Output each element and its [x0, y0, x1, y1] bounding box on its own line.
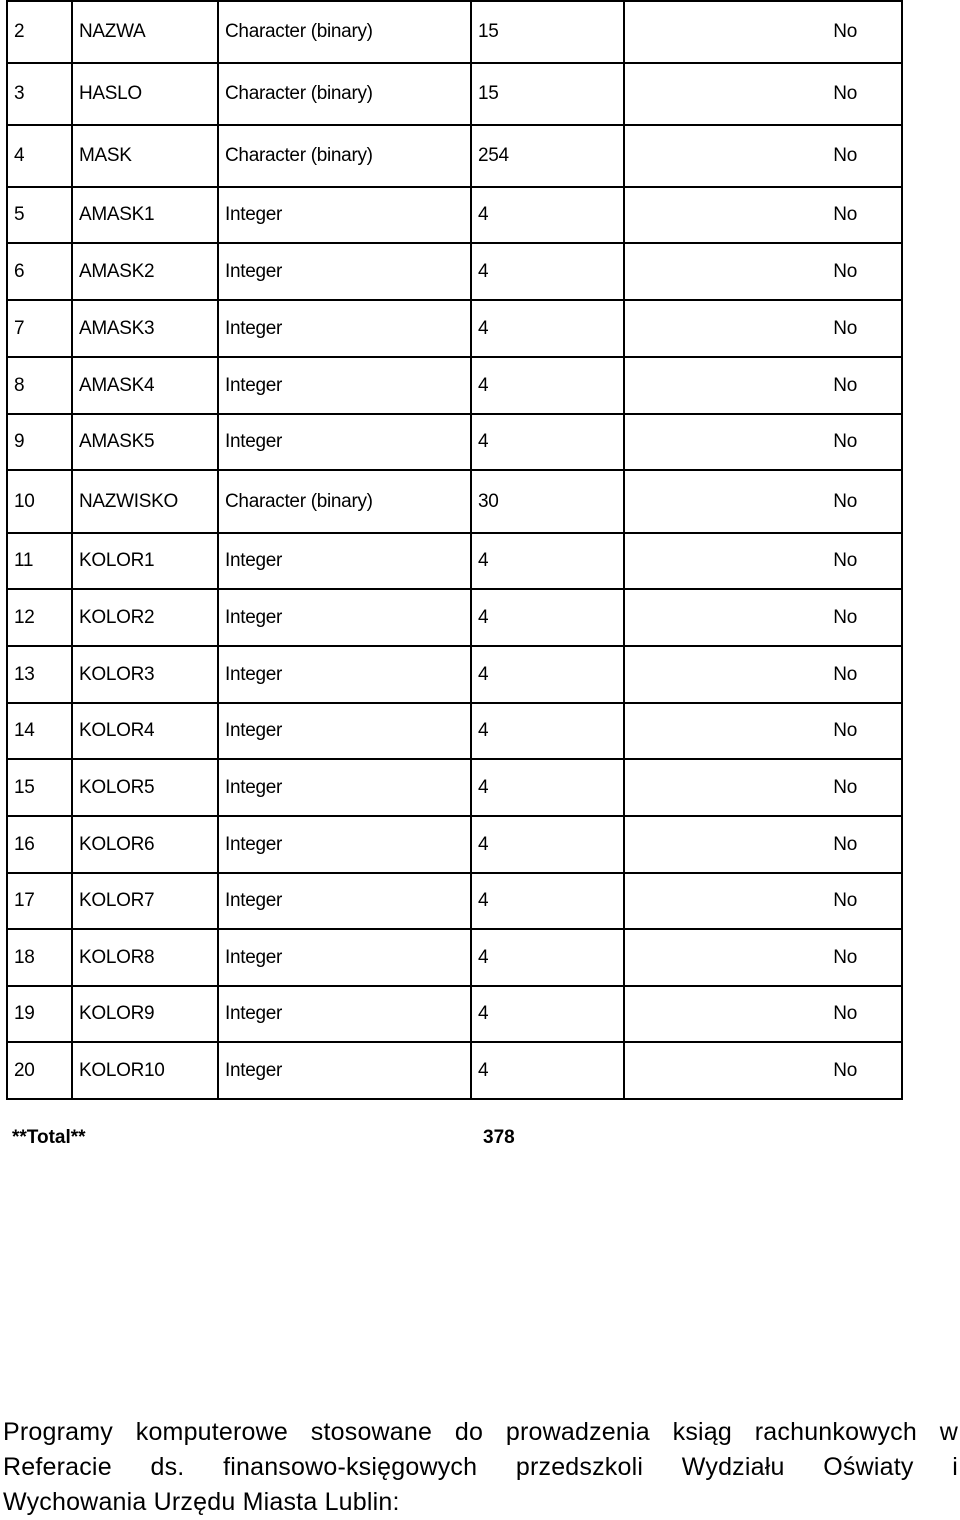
field-number-cell: 11 — [7, 533, 72, 589]
field-type-cell: Integer — [218, 414, 471, 470]
field-null-cell: No — [624, 470, 902, 533]
field-number-cell: 8 — [7, 357, 72, 414]
field-name-cell: KOLOR1 — [72, 533, 218, 589]
field-type-cell: Character (binary) — [218, 1, 471, 63]
table-row — [7, 63, 902, 125]
field-null-cell: No — [624, 125, 902, 187]
field-length-cell: 4 — [471, 986, 624, 1042]
field-number-cell: 17 — [7, 873, 72, 929]
field-null-cell: No — [624, 759, 902, 816]
footer-line: Programy komputerowe stosowane do prowadzenia ksiąg rachunkowych w — [3, 1418, 958, 1446]
field-null-cell: No — [624, 1, 902, 63]
field-name-cell: KOLOR9 — [72, 986, 218, 1042]
field-number-cell: 2 — [7, 1, 72, 63]
field-null-cell: No — [624, 187, 902, 243]
field-type-cell: Character (binary) — [218, 125, 471, 187]
table-row — [7, 187, 902, 243]
field-definition-table — [6, 0, 903, 1100]
field-number-cell: 7 — [7, 300, 72, 357]
table-row — [7, 533, 902, 589]
field-length-cell: 4 — [471, 357, 624, 414]
field-length-cell: 4 — [471, 929, 624, 986]
field-number-cell: 16 — [7, 816, 72, 873]
field-length-cell: 15 — [471, 63, 624, 125]
field-length-cell: 4 — [471, 703, 624, 759]
table-row — [7, 986, 902, 1042]
field-name-cell: AMASK4 — [72, 357, 218, 414]
field-name-cell: KOLOR7 — [72, 873, 218, 929]
field-length-cell: 15 — [471, 1, 624, 63]
field-length-cell: 4 — [471, 589, 624, 646]
field-name-cell: AMASK2 — [72, 243, 218, 300]
field-null-cell: No — [624, 589, 902, 646]
table-row — [7, 759, 902, 816]
field-number-cell: 4 — [7, 125, 72, 187]
table-row — [7, 1042, 902, 1099]
footer-paragraph — [3, 1415, 958, 1520]
field-null-cell: No — [624, 63, 902, 125]
field-length-cell: 4 — [471, 243, 624, 300]
field-null-cell: No — [624, 816, 902, 873]
table-row — [7, 243, 902, 300]
field-type-cell: Integer — [218, 1042, 471, 1099]
field-length-cell: 30 — [471, 470, 624, 533]
field-type-cell: Integer — [218, 533, 471, 589]
field-name-cell: AMASK1 — [72, 187, 218, 243]
field-null-cell: No — [624, 1042, 902, 1099]
field-null-cell: No — [624, 986, 902, 1042]
field-length-cell: 4 — [471, 646, 624, 703]
total-label: **Total** — [12, 1127, 86, 1148]
field-number-cell: 3 — [7, 63, 72, 125]
field-type-cell: Integer — [218, 703, 471, 759]
field-number-cell: 6 — [7, 243, 72, 300]
field-type-cell: Integer — [218, 929, 471, 986]
field-name-cell: NAZWA — [72, 1, 218, 63]
field-number-cell: 14 — [7, 703, 72, 759]
field-length-cell: 4 — [471, 873, 624, 929]
field-number-cell: 19 — [7, 986, 72, 1042]
field-null-cell: No — [624, 243, 902, 300]
field-length-cell: 4 — [471, 300, 624, 357]
table-row — [7, 470, 902, 533]
field-name-cell: KOLOR8 — [72, 929, 218, 986]
field-type-cell: Integer — [218, 986, 471, 1042]
footer-line: Wychowania Urzędu Miasta Lublin: — [3, 1488, 400, 1516]
field-length-cell: 4 — [471, 533, 624, 589]
field-length-cell: 4 — [471, 414, 624, 470]
table-row — [7, 703, 902, 759]
table-row — [7, 589, 902, 646]
field-type-cell: Character (binary) — [218, 470, 471, 533]
footer-line: Referacie ds. finansowo-księgowych przedszkoli Wydziału Oświaty i — [3, 1453, 958, 1481]
field-number-cell: 15 — [7, 759, 72, 816]
table-row — [7, 414, 902, 470]
field-number-cell: 9 — [7, 414, 72, 470]
field-type-cell: Integer — [218, 187, 471, 243]
field-name-cell: HASLO — [72, 63, 218, 125]
field-length-cell: 4 — [471, 816, 624, 873]
field-number-cell: 20 — [7, 1042, 72, 1099]
field-name-cell: NAZWISKO — [72, 470, 218, 533]
field-null-cell: No — [624, 414, 902, 470]
field-type-cell: Integer — [218, 646, 471, 703]
field-length-cell: 4 — [471, 1042, 624, 1099]
field-type-cell: Integer — [218, 589, 471, 646]
field-number-cell: 18 — [7, 929, 72, 986]
table-row — [7, 300, 902, 357]
table-row — [7, 929, 902, 986]
table-body — [7, 1, 902, 1099]
field-type-cell: Integer — [218, 300, 471, 357]
field-name-cell: KOLOR2 — [72, 589, 218, 646]
table-row — [7, 357, 902, 414]
field-name-cell: AMASK3 — [72, 300, 218, 357]
table-row — [7, 873, 902, 929]
field-length-cell: 254 — [471, 125, 624, 187]
field-name-cell: KOLOR4 — [72, 703, 218, 759]
total-value: 378 — [483, 1127, 515, 1148]
table-row — [7, 646, 902, 703]
table-row — [7, 1, 902, 63]
field-null-cell: No — [624, 703, 902, 759]
field-name-cell: MASK — [72, 125, 218, 187]
field-type-cell: Integer — [218, 873, 471, 929]
field-type-cell: Integer — [218, 243, 471, 300]
field-name-cell: KOLOR5 — [72, 759, 218, 816]
field-name-cell: KOLOR3 — [72, 646, 218, 703]
field-null-cell: No — [624, 929, 902, 986]
field-null-cell: No — [624, 300, 902, 357]
field-name-cell: KOLOR6 — [72, 816, 218, 873]
field-number-cell: 10 — [7, 470, 72, 533]
field-number-cell: 13 — [7, 646, 72, 703]
field-number-cell: 12 — [7, 589, 72, 646]
field-null-cell: No — [624, 873, 902, 929]
field-type-cell: Integer — [218, 759, 471, 816]
field-name-cell: AMASK5 — [72, 414, 218, 470]
field-type-cell: Integer — [218, 816, 471, 873]
table-row — [7, 816, 902, 873]
table-row — [7, 125, 902, 187]
field-null-cell: No — [624, 646, 902, 703]
field-number-cell: 5 — [7, 187, 72, 243]
field-type-cell: Integer — [218, 357, 471, 414]
field-null-cell: No — [624, 533, 902, 589]
field-length-cell: 4 — [471, 759, 624, 816]
field-length-cell: 4 — [471, 187, 624, 243]
field-null-cell: No — [624, 357, 902, 414]
field-name-cell: KOLOR10 — [72, 1042, 218, 1099]
field-type-cell: Character (binary) — [218, 63, 471, 125]
